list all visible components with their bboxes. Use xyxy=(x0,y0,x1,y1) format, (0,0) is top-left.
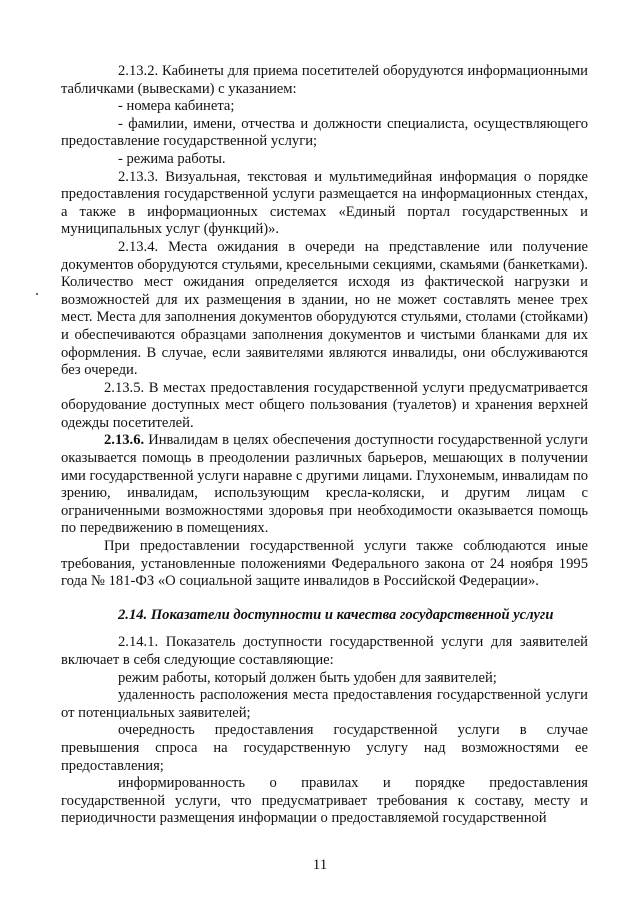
paragraph-text: Инвалидам в целях обеспечения доступности государственной услуги оказывается помощь в преодолении различных барьеров, мешающих в получении ими государственной услуги наравне с другими лицами. Глухонемым, инвалидам по зрению, инвалидам, использующим кресла-коляски, и другим лицам с ограниченными возможностями здоровья при необходимости оказывается помощь по передвижению в помещениях. xyxy=(61,432,588,537)
list-item: - режима работы. xyxy=(118,150,226,167)
paragraph-2-13-6 xyxy=(61,432,588,538)
section-heading-2-14: 2.14. Показатели доступности и качества государственной услуги xyxy=(118,606,554,623)
paragraph-number: 2.13.6. xyxy=(104,432,145,449)
paragraph-2-13-2: 2.13.2. Кабинеты для приема посетителей оборудуются информационными табличками (вывесками) с указанием: xyxy=(61,63,588,97)
list-item: удаленность расположения места предоставления государственной услуги от потенциальных заявителей; xyxy=(61,687,588,721)
document-body xyxy=(61,63,588,828)
list-item: очередность предоставления государственной услуги в случае превышения спроса на государственную услугу над возможностями ее предоставления; xyxy=(61,722,588,774)
paragraph-2-13-4: 2.13.4. Места ожидания в очереди на представление или получение документов оборудуются стульями, кресельными секциями, скамьями (банкетками). Количество мест ожидания определяется исходя из фактической нагрузки и возможностей для их размещения в здании, но не может составлять менее трех мест. Места для заполнения документов оборудуются стульями, столами (стойками) и обеспечиваются образцами заполнения документов и чистыми бланками для их оформления. В случае, если заявителями являются инвалиды, они обслуживаются без очереди. xyxy=(61,238,588,379)
page-number: 11 xyxy=(312,857,328,873)
list-item: - номера кабинета; xyxy=(118,98,235,115)
paragraph-2-14-1: 2.14.1. Показатель доступности государственной услуги для заявителей включает в себя следующие составляющие: xyxy=(61,634,588,668)
paragraph-2-13-3: 2.13.3. Визуальная, текстовая и мультимедийная информация о порядке предоставления государственной услуги размещается на информационных стендах, а также в информационных системах «Единый портал государственных и муниципальных услуг (функций)». xyxy=(61,168,588,238)
list-item: режим работы, который должен быть удобен для заявителей; xyxy=(118,669,497,686)
list-item: - фамилии, имени, отчества и должности специалиста, осуществляющего предоставление государственной услуги; xyxy=(61,115,588,150)
paragraph-2-13-5: 2.13.5. В местах предоставления государственной услуги предусматривается оборудование доступных мест общего пользования (туалетов) и хранения верхней одежды посетителей. xyxy=(61,379,588,431)
margin-mark xyxy=(36,293,38,295)
paragraph-2-13-extra: При предоставлении государственной услуги также соблюдаются иные требования, установленные положениями Федерального закона от 24 ноября 1995 года № 181-ФЗ «О социальной защите инвалидов в Российской Федерации». xyxy=(61,538,588,590)
list-item: информированность о правилах и порядке предоставления государственной услуги, что предусматривает требования к составу, месту и периодичности размещения информации о предоставляемой государственной xyxy=(61,775,588,827)
